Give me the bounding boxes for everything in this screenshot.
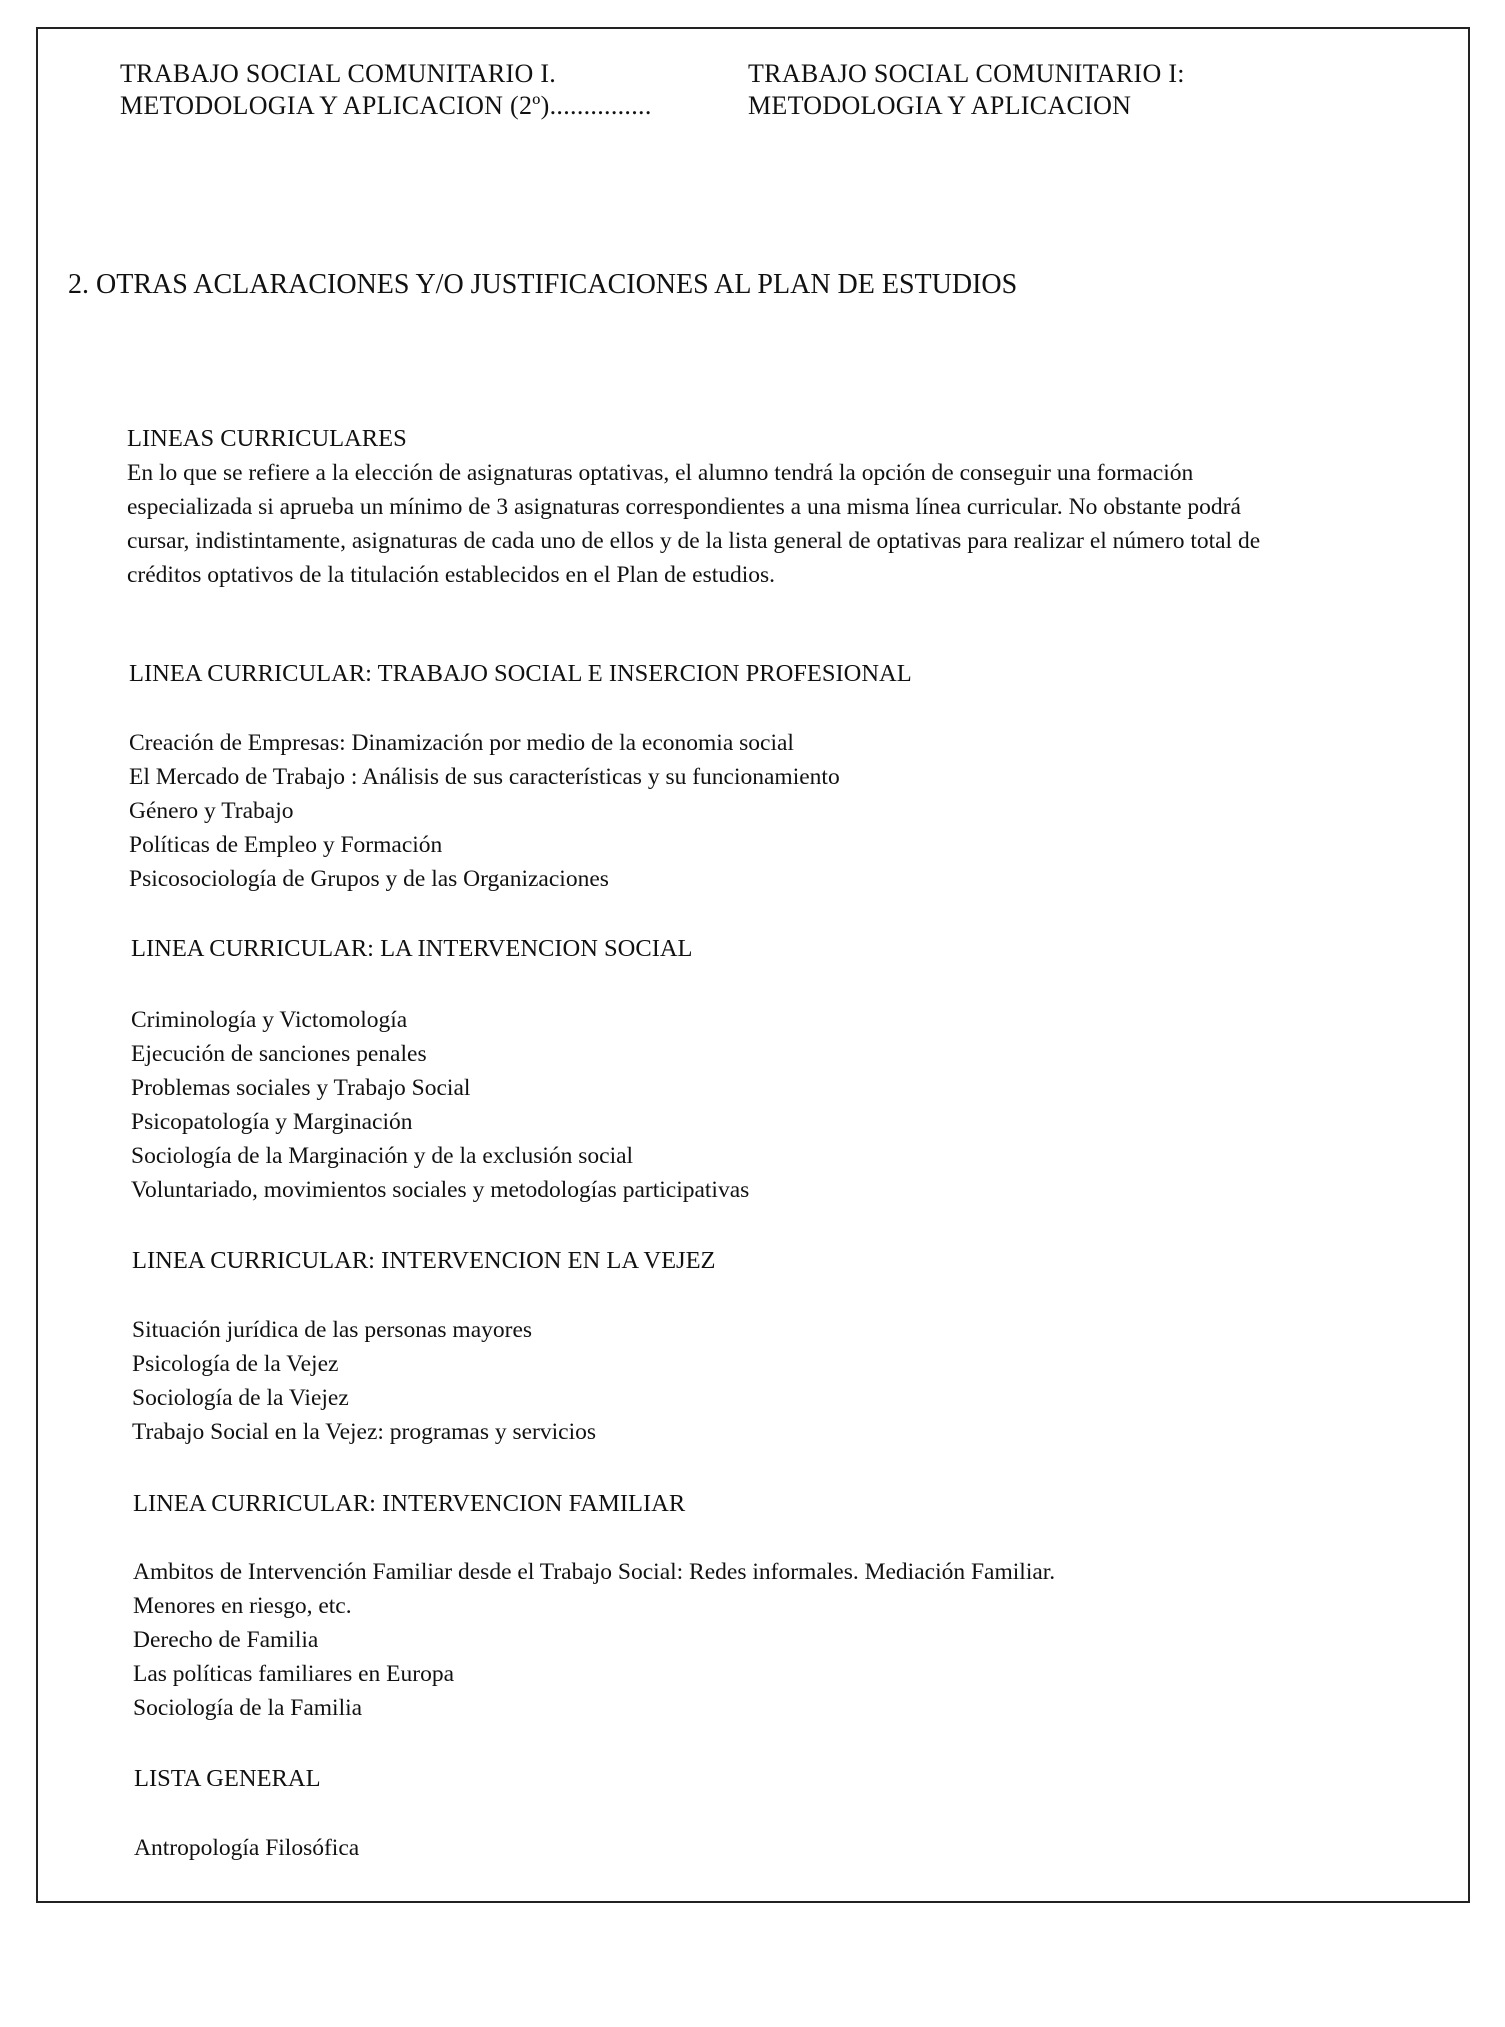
- list-item: Problemas sociales y Trabajo Social: [131, 1075, 471, 1101]
- linea-title: LINEA CURRICULAR: LA INTERVENCION SOCIAL: [131, 935, 693, 962]
- header-right: [748, 58, 1185, 122]
- list-item: Sociología de la Familia: [133, 1695, 363, 1721]
- linea-title: LINEA CURRICULAR: INTERVENCION EN LA VEJEZ: [132, 1247, 716, 1274]
- list-item: Las políticas familiares en Europa: [133, 1661, 455, 1687]
- list-item: Políticas de Empleo y Formación: [129, 832, 443, 858]
- list-item: Sociología de la Marginación y de la exclusión social: [131, 1143, 634, 1169]
- list-item: El Mercado de Trabajo : Análisis de sus características y su funcionamiento: [129, 764, 840, 790]
- linea-title: LINEA CURRICULAR: INTERVENCION FAMILIAR: [133, 1490, 686, 1517]
- list-item: Antropología Filosófica: [134, 1835, 360, 1861]
- linea-title: LINEA CURRICULAR: TRABAJO SOCIAL E INSERCION PROFESIONAL: [129, 660, 912, 687]
- header-right-line1: TRABAJO SOCIAL COMUNITARIO I:: [748, 59, 1185, 88]
- linea-block: [132, 1244, 716, 1278]
- list-item: Menores en riesgo, etc.: [133, 1593, 352, 1619]
- header-left-line1: TRABAJO SOCIAL COMUNITARIO I.: [120, 59, 557, 88]
- linea-block: [134, 1762, 321, 1796]
- linea-list: [131, 1003, 749, 1207]
- list-item: Ambitos de Intervención Familiar desde el Trabajo Social: Redes informales. Mediación Familiar.: [133, 1559, 1056, 1585]
- list-item: Situación jurídica de las personas mayores: [132, 1317, 533, 1343]
- intro-title: LINEAS CURRICULARES: [127, 425, 407, 452]
- header-right-line2: METODOLOGIA Y APLICACION: [748, 91, 1132, 120]
- list-item: Creación de Empresas: Dinamización por medio de la economia social: [129, 730, 794, 756]
- linea-list: [132, 1313, 596, 1449]
- section-title: 2. OTRAS ACLARACIONES Y/O JUSTIFICACIONES AL PLAN DE ESTUDIOS: [68, 269, 1018, 300]
- list-item: Ejecución de sanciones penales: [131, 1041, 427, 1067]
- intro-paragraph: En lo que se refiere a la elección de asignaturas optativas, el alumno tendrá la opción de conseguir una formación especializada si aprueba un mínimo de 3 asignaturas correspondientes a una misma línea curricular. No obstante podrá cursar, indistintamente, asignaturas de cada uno de ellos y de la lista general de optativas para realizar el número total de créditos optativos de la titulación establecidos en el Plan de estudios.: [127, 460, 1261, 588]
- linea-block: [133, 1487, 685, 1521]
- linea-block: [129, 657, 912, 691]
- linea-title: LISTA GENERAL: [134, 1765, 321, 1792]
- list-item: Derecho de Familia: [133, 1627, 319, 1653]
- linea-list: [134, 1831, 359, 1865]
- linea-list: [129, 726, 840, 896]
- linea-list: [133, 1555, 1055, 1725]
- list-item: Género y Trabajo: [129, 798, 294, 824]
- list-item: Criminología y Victomología: [131, 1007, 408, 1033]
- list-item: Psicopatología y Marginación: [131, 1109, 413, 1135]
- list-item: Sociología de la Viejez: [132, 1385, 349, 1411]
- intro-block: [127, 422, 1307, 592]
- list-item: Voluntariado, movimientos sociales y metodologías participativas: [131, 1177, 750, 1203]
- list-item: Trabajo Social en la Vejez: programas y servicios: [132, 1419, 597, 1445]
- list-item: Psicosociología de Grupos y de las Organizaciones: [129, 866, 609, 892]
- header-left-line2: METODOLOGIA Y APLICACION (2º)...............: [120, 91, 652, 120]
- list-item: Psicología de la Vejez: [132, 1351, 339, 1377]
- header-left: [120, 58, 652, 122]
- linea-block: [131, 932, 693, 966]
